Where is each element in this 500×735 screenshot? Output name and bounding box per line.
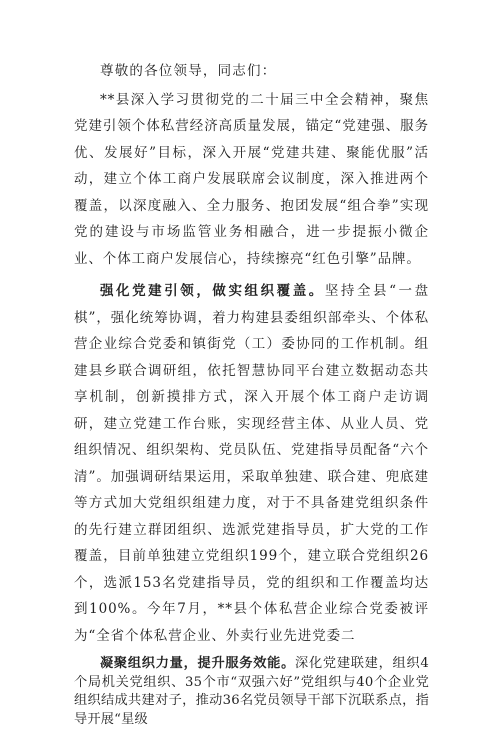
paragraph-text: **县深入学习贯彻党的二十届三中全会精神，聚焦党建引领个体私营经济高质量发展，锚定“党建强、服务优、发展好”目标，深入开展“党建共建、聚能优服”活动，建立个体工商户发展联席会议制度，深入推进两个覆盖，以深度融入、全力服务、抱团发展“组合拳”实现党的建设与市场监管业务相融合，进一步提振小微企业、个体工商户发展信心，持续擦亮“红色引擎”品牌。: [74, 91, 429, 267]
paragraph-text: 深化党建联建，组织4个局机关党组织、35个市“双强六好”党组织与40个企业党组织结成共建对子，推动36名党员领导干部下沉联系点，指导开展“星级: [74, 656, 429, 727]
paragraph-intro: [74, 87, 429, 273]
paragraph-organization-coverage: [74, 278, 429, 649]
paragraph-lead: 强化党建引领，做实组织覆盖。: [100, 283, 325, 299]
paragraph-text: 坚持全县“一盘棋”，强化统筹协调，着力构建县委组织部牵头、个体私营企业综合党委和镇街党（工）委协同的工作机制。组建县乡联合调研组，依托智慧协同平台建立数据动态共享机制，创新摸排方式，深入开展个体工商户走访调研，建立党建工作台账，实现经营主体、从业人员、党组织情况、组织架构、党员队伍、党建指导员配备“六个清”。加强调研结果运用，采取单独建、联合建、兜底建等方式加大党组织组建力度，对于不具备建党组织条件的先行建立群团组织、选派党建指导员，扩大党的工作覆盖，目前单独建立党组织199个，建立联合党组织26个，选派153名党建指导员，党的组织和工作覆盖均达到100%。今年7月，**县个体私营企业综合党委被评为“全省个体私营企业、外卖行业先进党委二: [74, 283, 430, 644]
greeting: 尊敬的各位领导，同志们：: [100, 63, 277, 79]
paragraph-lead: 凝聚组织力量，提升服务效能。: [100, 656, 296, 671]
document-body: [74, 58, 429, 735]
paragraph-service-efficiency: [74, 655, 429, 729]
